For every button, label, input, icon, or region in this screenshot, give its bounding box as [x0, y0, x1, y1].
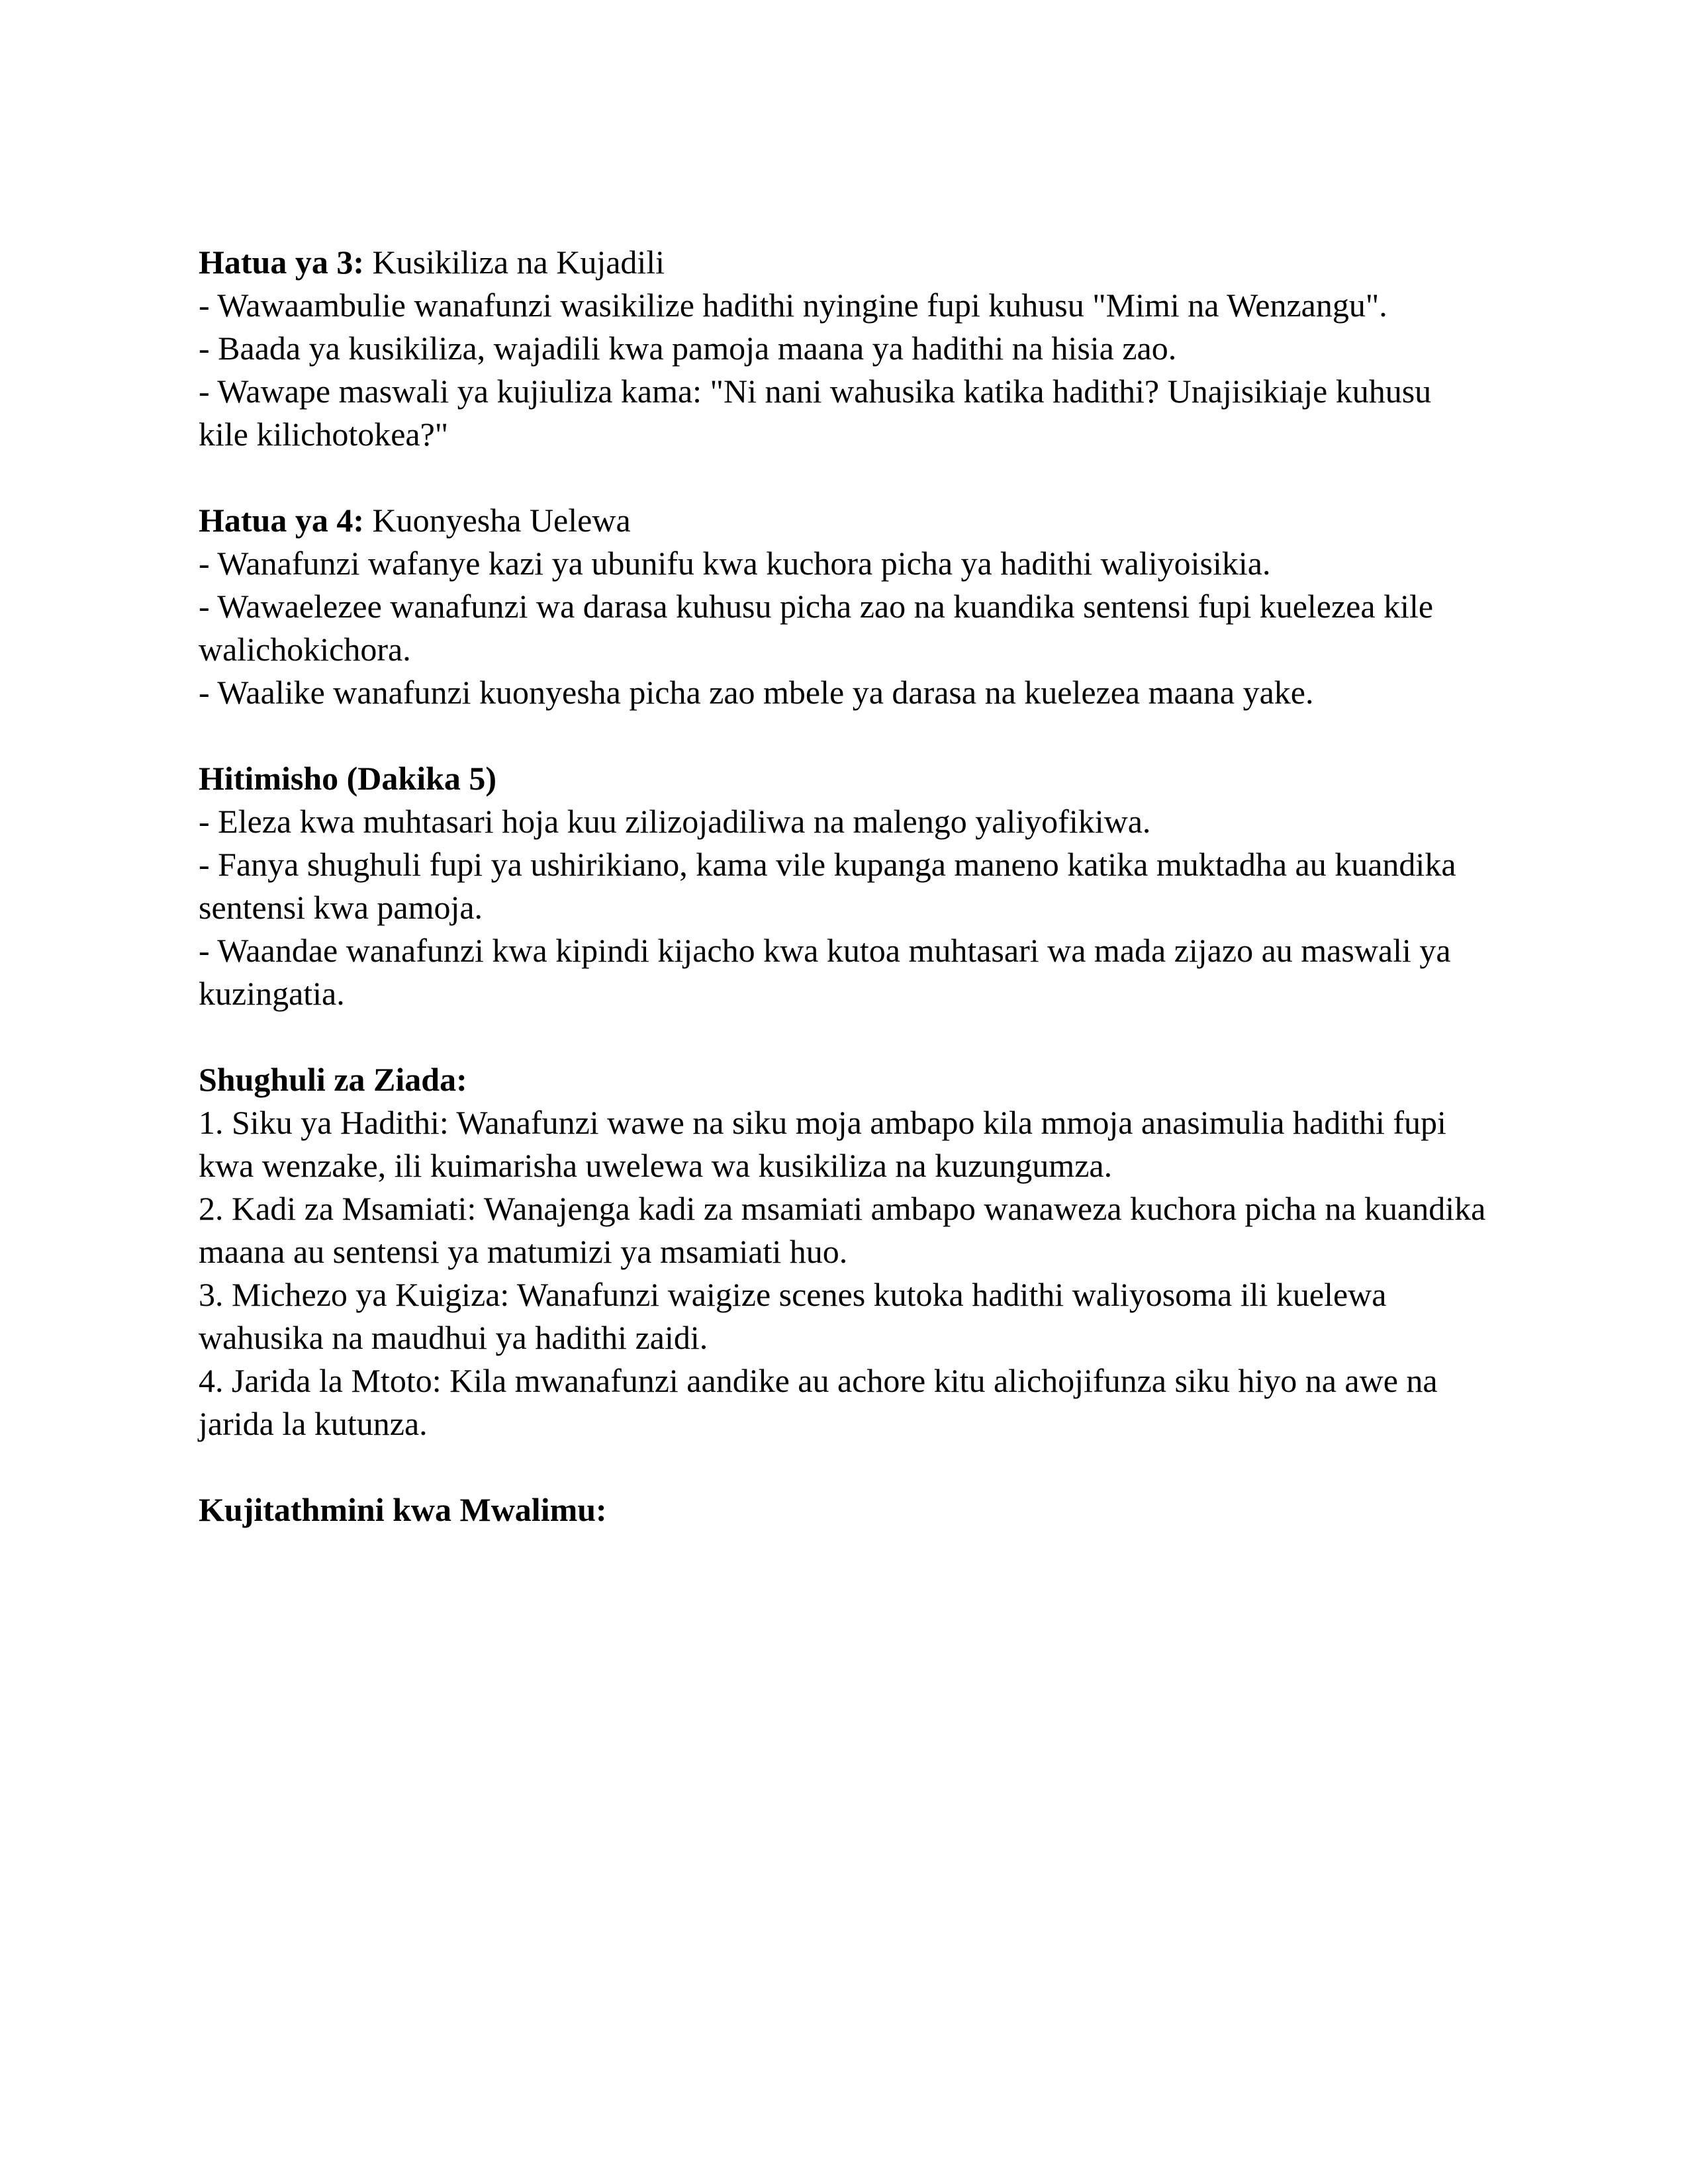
- text-line: - Waalike wanafunzi kuonyesha picha zao mbele ya darasa na kuelezea maana yake.: [199, 674, 1314, 711]
- section-heading: [199, 499, 1496, 542]
- section-hatua-ya-3: [199, 241, 1496, 456]
- section-kujitathmini-kwa-mwalimu: [199, 1488, 1496, 1531]
- heading-regular-text: Kusikiliza na Kujadili: [364, 244, 665, 281]
- text-line: kuzingatia.: [199, 975, 345, 1012]
- section-hitimisho: [199, 757, 1496, 1015]
- text-line: - Fanya shughuli fupi ya ushirikiano, kama vile kupanga maneno katika muktadha au kuandika: [199, 846, 1456, 883]
- text-line: - Eleza kwa muhtasari hoja kuu zilizojadiliwa na malengo yaliyofikiwa.: [199, 803, 1151, 840]
- text-line: - Wanafunzi wafanye kazi ya ubunifu kwa kuchora picha ya hadithi waliyoisikia.: [199, 545, 1271, 582]
- text-line: wahusika na maudhui ya hadithi zaidi.: [199, 1319, 708, 1356]
- heading-bold-text: Hatua ya 4:: [199, 502, 364, 539]
- text-line: - Baada ya kusikiliza, wajadili kwa pamoja maana ya hadithi na hisia zao.: [199, 330, 1177, 367]
- text-line: 2. Kadi za Msamiati: Wanajenga kadi za msamiati ambapo wanaweza kuchora picha na kuandika: [199, 1190, 1486, 1227]
- heading-bold-text: Shughuli za Ziada:: [199, 1061, 467, 1098]
- section-heading: [199, 1488, 1496, 1531]
- text-line: 4. Jarida la Mtoto: Kila mwanafunzi aandike au achore kitu alichojifunza siku hiyo na awe na: [199, 1362, 1438, 1399]
- text-line: - Waandae wanafunzi kwa kipindi kijacho kwa kutoa muhtasari wa mada zijazo au maswali ya: [199, 932, 1451, 969]
- section-shughuli-za-ziada: [199, 1058, 1496, 1445]
- section-hatua-ya-4: [199, 499, 1496, 714]
- document-content: [199, 241, 1496, 1574]
- heading-regular-text: Kuonyesha Uelewa: [364, 502, 631, 539]
- text-line: sentensi kwa pamoja.: [199, 889, 483, 926]
- text-line: jarida la kutunza.: [199, 1405, 428, 1442]
- text-line: - Wawaambulie wanafunzi wasikilize hadithi nyingine fupi kuhusu "Mimi na Wenzangu".: [199, 287, 1387, 324]
- section-heading: [199, 757, 1496, 800]
- heading-bold-text: Hatua ya 3:: [199, 244, 364, 281]
- text-line: walichokichora.: [199, 631, 411, 668]
- text-line: - Wawaelezee wanafunzi wa darasa kuhusu picha zao na kuandika sentensi fupi kuelezea kile: [199, 588, 1434, 625]
- section-heading: [199, 241, 1496, 284]
- text-line: - Wawape maswali ya kujiuliza kama: "Ni nani wahusika katika hadithi? Unajisikiaje kuhusu: [199, 373, 1432, 410]
- text-line: kwa wenzake, ili kuimarisha uwelewa wa kusikiliza na kuzungumza.: [199, 1147, 1113, 1184]
- heading-bold-text: Kujitathmini kwa Mwalimu:: [199, 1491, 607, 1528]
- text-line: maana au sentensi ya matumizi ya msamiati huo.: [199, 1233, 848, 1270]
- text-line: kile kilichotokea?": [199, 416, 449, 453]
- section-heading: [199, 1058, 1496, 1101]
- text-line: 3. Michezo ya Kuigiza: Wanafunzi waigize scenes kutoka hadithi waliyosoma ili kuelewa: [199, 1276, 1387, 1313]
- text-line: 1. Siku ya Hadithi: Wanafunzi wawe na siku moja ambapo kila mmoja anasimulia hadithi fupi: [199, 1104, 1446, 1141]
- heading-bold-text: Hitimisho (Dakika 5): [199, 760, 497, 797]
